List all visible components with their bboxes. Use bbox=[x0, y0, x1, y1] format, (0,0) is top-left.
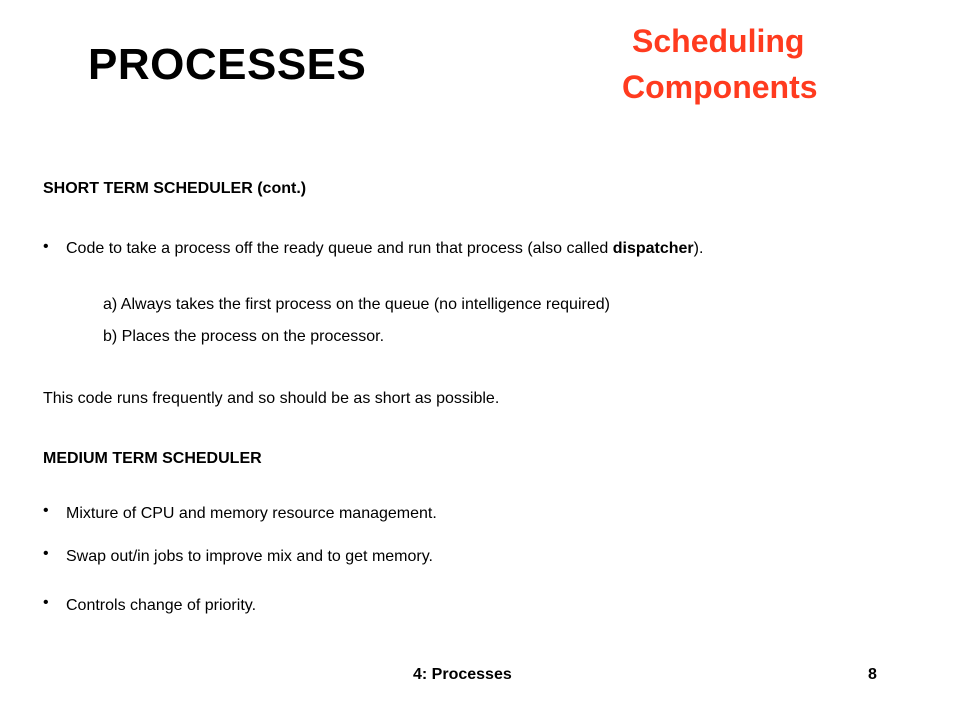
list-item: Mixture of CPU and memory resource management. bbox=[66, 505, 437, 522]
medium-term-heading: MEDIUM TERM SCHEDULER bbox=[43, 450, 262, 467]
dispatcher-bullet-text: Code to take a process off the ready queue and run that process (also called bbox=[66, 240, 613, 257]
bullet-icon: • bbox=[43, 238, 49, 255]
dispatcher-bullet bbox=[66, 237, 895, 261]
short-term-heading: SHORT TERM SCHEDULER (cont.) bbox=[43, 180, 307, 197]
slide-title: PROCESSES bbox=[88, 40, 367, 89]
subtitle-line-1: Scheduling bbox=[632, 23, 805, 59]
sub-item-a: a) Always takes the first process on the queue (no intelligence required) bbox=[103, 296, 610, 313]
dispatcher-bullet-end: ). bbox=[693, 240, 704, 257]
footer-chapter: 4: Processes bbox=[413, 666, 512, 683]
footer-page-number: 8 bbox=[868, 666, 877, 683]
bullet-icon: • bbox=[43, 594, 49, 611]
list-item: Controls change of priority. bbox=[66, 597, 257, 614]
dispatcher-term: dispatcher bbox=[612, 240, 694, 257]
list-item: Swap out/in jobs to improve mix and to get memory. bbox=[66, 548, 433, 565]
subtitle-line-2: Components bbox=[622, 69, 818, 105]
bullet-icon: • bbox=[43, 502, 49, 519]
sub-item-b: b) Places the process on the processor. bbox=[103, 328, 385, 345]
note-text: This code runs frequently and so should be as short as possible. bbox=[43, 390, 500, 407]
slide-subtitle bbox=[622, 18, 818, 110]
bullet-icon: • bbox=[43, 545, 49, 562]
